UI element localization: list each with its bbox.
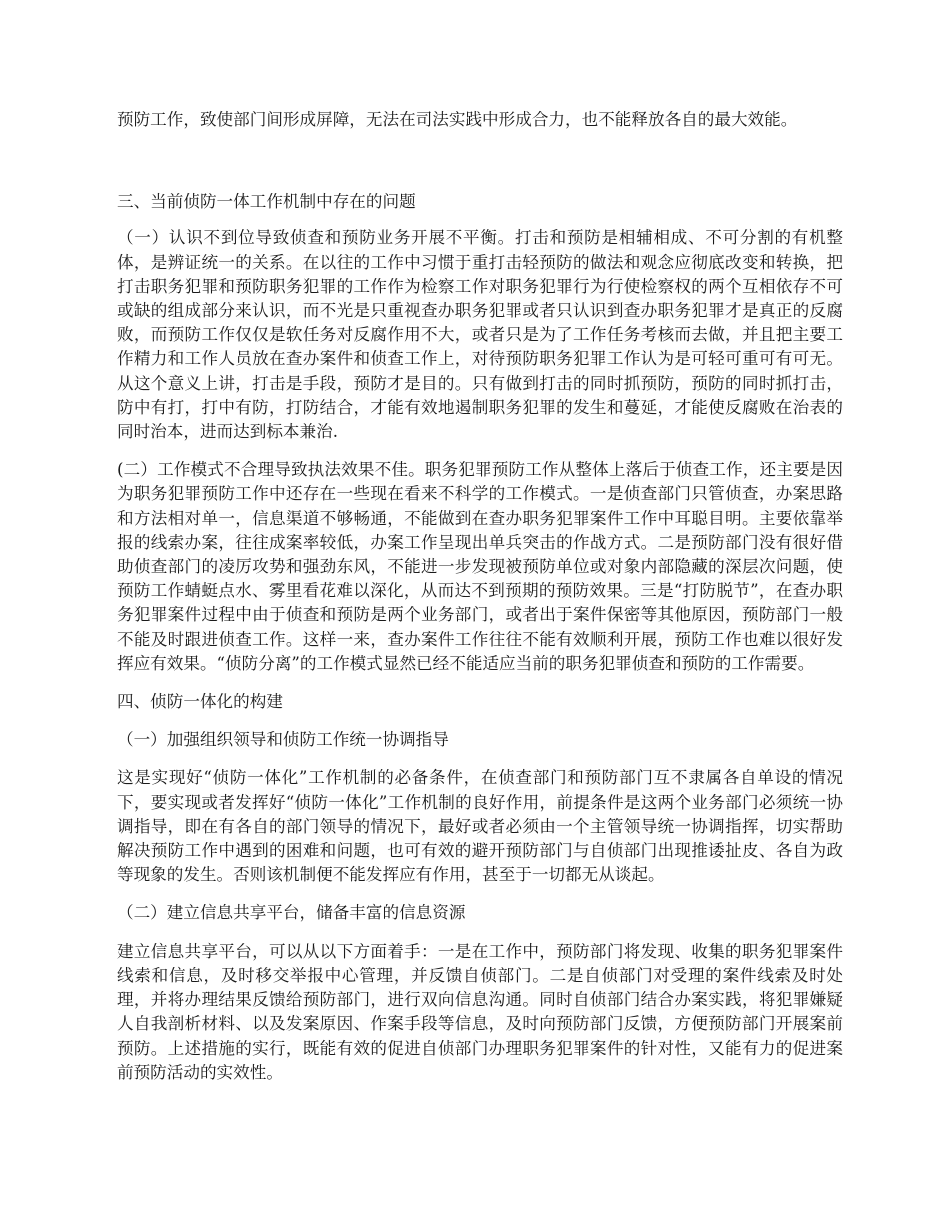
section-4-paragraph-1: 这是实现好“侦防一体化”工作机制的必备条件，在侦查部门和预防部门互不隶属各自单设的情况下，要实现或者发挥好“侦防一体化”工作机制的良好作用，前提条件是这两个业务部门必须统一协调指导，即在有各自的部门领导的情况下，最好或者必须由一个主管领导统一协调指挥，切实帮助解决预防工作中遇到的困难和问题，也可有效的避开预防部门与自侦部门出现推诿扯皮、各自为政等现象的发生。否则该机制便不能发挥应有作用，甚至于一切都无从谈起。 xyxy=(117,768,843,885)
section-4-subheading-2: （二）建立信息共享平台，储备丰富的信息资源 xyxy=(117,903,466,923)
document-page xyxy=(117,108,843,1085)
section-3-paragraph-2: (二）工作模式不合理导致执法效果不佳。职务犯罪预防工作从整体上落后于侦查工作，还主要是因为职务犯罪预防工作中还存在一些现在看来不科学的工作模式。一是侦查部门只管侦查，办案思路和方法相对单一，信息渠道不够畅通，不能做到在查办职务犯罪案件工作中耳聪目明。主要依靠举报的线索办案，往往成案率较低，办案工作呈现出单兵突击的作战方式。二是预防部门没有很好借助侦查部门的凌厉攻势和强劲东风，不能进一步发现被预防单位或对象内部隐藏的深层次问题，使预防工作蜻蜓点水、雾里看花难以深化，从而达不到预期的预防效果。三是“打防脱节”，在查办职务犯罪案件过程中由于侦查和预防是两个业务部门，或者出于案件保密等其他原因，预防部门一般不能及时跟进侦查工作。这样一来，查办案件工作往往不能有效顺利开展，预防工作也难以很好发挥应有效果。“侦防分离”的工作模式显然已经不能适应当前的职务犯罪侦查和预防的工作需要。 xyxy=(117,460,843,673)
intro-paragraph: 预防工作，致使部门间形成屏障，无法在司法实践中形成合力，也不能释放各自的最大效能。 xyxy=(117,110,798,129)
section-4-heading: 四、侦防一体化的构建 xyxy=(117,692,283,712)
section-3-paragraph-1: （一）认识不到位导致侦查和预防业务开展不平衡。打击和预防是相辅相成、不可分割的有机整体，是辨证统一的关系。在以往的工作中习惯于重打击轻预防的做法和观念应彻底改变和转换，把打击职务犯罪和预防职务犯罪的工作作为检察工作对职务犯罪行为行使检察权的两个互相依存不可或缺的组成部分来认识，而不光是只重视查办职务犯罪或者只认识到查办职务犯罪才是真正的反腐败，而预防工作仅仅是软任务对反腐作用不大，或者只是为了工作任务考核而去做，并且把主要工作精力和工作人员放在查办案件和侦查工作上，对待预防职务犯罪工作认为是可轻可重可有可无。从这个意义上讲，打击是手段，预防才是目的。只有做到打击的同时抓预防，预防的同时抓打击，防中有打，打中有防，打防结合，才能有效地遏制职务犯罪的发生和蔓延，才能使反腐败在治表的同时治本，进而达到标本兼治. xyxy=(117,228,843,442)
section-3-heading: 三、当前侦防一体工作机制中存在的问题 xyxy=(117,192,416,212)
section-4-paragraph-2: 建立信息共享平台，可以从以下方面着手：一是在工作中，预防部门将发现、收集的职务犯罪案件线索和信息，及时移交举报中心管理，并反馈自侦部门。二是自侦部门对受理的案件线索及时处理，并将办理结果反馈给预防部门，进行双向信息沟通。同时自侦部门结合办案实践，将犯罪嫌疑人自我剖析材料、以及发案原因、作案手段等信息，及时向预防部门反馈，方便预防部门开展案前预防。上述措施的实行，既能有效的促进自侦部门办理职务犯罪案件的针对性，又能有力的促进案前预防活动的实效性。 xyxy=(117,941,843,1082)
section-4-subheading-1: （一）加强组织领导和侦防工作统一协调指导 xyxy=(117,730,449,750)
